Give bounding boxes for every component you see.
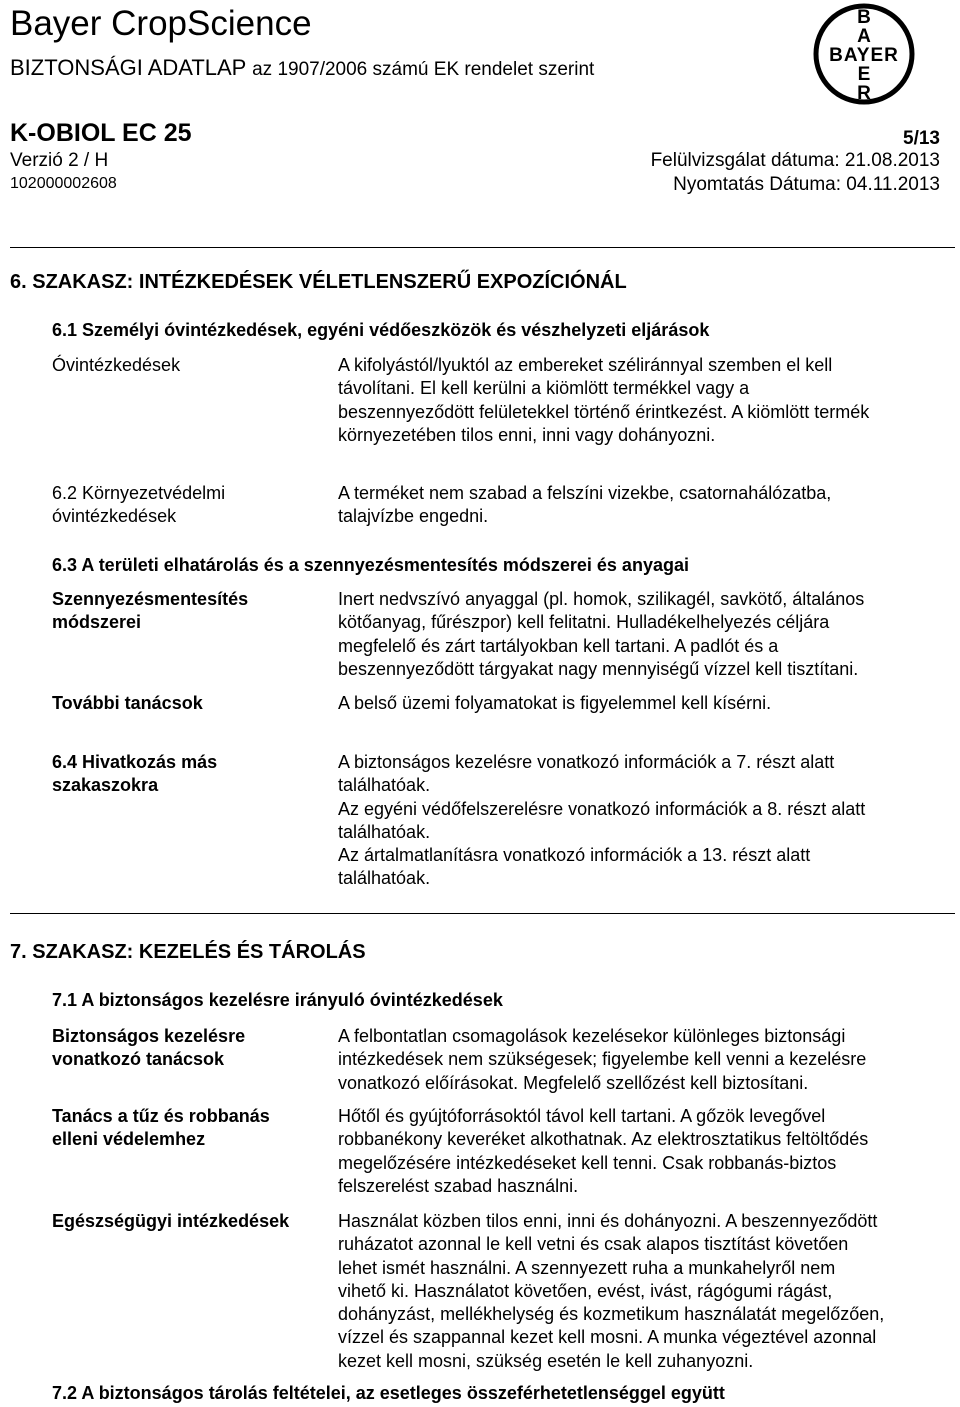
environmental-precautions-text [338,482,831,529]
text-line: A kifolyástól/lyuktól az embereket széliránnyal szemben el kell [338,355,833,375]
text-line: robbanékony keveréket alkothatnak. Az elektrosztatikus feltöltődés [338,1129,869,1150]
logo-horizontal-word: BAYER [829,45,899,66]
logo-letter-e: E [857,64,871,85]
label-line: 6.2 Környezetvédelmi [52,483,226,503]
material-number: 102000002608 [10,175,117,192]
text-line: felszerelést szabad használni. [338,1175,579,1196]
text-line: távolítani. El kell kerülni a kiömlött termékkel vagy a [338,378,750,399]
hygiene-measures-label: Egészségügyi intézkedések [52,1211,290,1231]
text-line: Használat közben tilos enni, inni és dohányozni. A beszennyeződött [338,1211,878,1231]
text-line: megfelelő és zárt tartályokban kell tartani. A padlót és a [338,635,779,656]
text-line: találhatóak. [338,821,431,842]
text-line: Hőtől és gyújtóforrásoktól távol kell tartani. A gőzök levegővel [338,1106,826,1126]
environmental-precautions-label [52,482,225,529]
company-name: Bayer CropScience [10,4,312,43]
text-line: kezet kell mosni, szükség esetén le kell zuhanyozni. [338,1350,754,1371]
text-line: megelőzésére intézkedéseket kell tenni. Csak robbanás-biztos [338,1152,837,1173]
text-line: intézkedések nem szükségesek; figyelembe kell venni a kezelésre [338,1049,867,1070]
subsection-7-2-heading: 7.2 A biztonságos tárolás feltételei, az esetleges összeférhetetlenséggel együtt [52,1383,725,1403]
text-line: lehet ismét használni. A szennyezett ruha a munkahelyről nem [338,1257,836,1278]
text-line: A felbontatlan csomagolások kezelésekor különleges biztonsági [338,1026,846,1046]
fire-protection-label [52,1105,270,1152]
cleanup-methods-text [338,588,864,681]
precautions-label: Óvintézkedések [52,355,181,375]
label-line: szakaszokra [52,775,159,796]
bayer-cross-logo [812,2,916,106]
text-line: Inert nedvszívó anyaggal (pl. homok, szilikagél, savkötő, általános [338,589,865,609]
section-divider [10,913,955,914]
revision-date: Felülvizsgálat dátuma: 21.08.2013 [650,150,940,171]
text-line: vízzel és szappannal kezet kell mosni. A munka végeztével azonnal [338,1327,877,1348]
label-line: 6.4 Hivatkozás más [52,752,218,772]
label-line: Szennyezésmentesítés [52,589,249,609]
subsection-6-1-heading: 6.1 Személyi óvintézkedések, egyéni védőeszközök és vészhelyzeti eljárások [52,320,710,340]
page-number: 5/13 [903,128,940,149]
text-line: vihető ki. Használatot követően, evést, ivást, rágógumi rágást, [338,1280,833,1301]
text-line: Az egyéni védőfelszerelésre vonatkozó információk a 8. részt alatt [338,798,866,819]
text-line: találhatóak. [338,868,431,889]
label-line: Tanács a tűz és robbanás [52,1106,270,1126]
logo-letter-b: B [857,7,871,28]
text-line: találhatóak. [338,775,431,796]
subsection-6-3-heading: 6.3 A területi elhatárolás és a szennyezésmentesítés módszerei és anyagai [52,555,689,575]
product-name: K-OBIOL EC 25 [10,119,192,147]
document-type [10,55,594,83]
text-line: A terméket nem szabad a felszíni vizekbe, csatornahálózatba, [338,483,832,503]
header-divider [10,247,955,248]
fire-protection-text [338,1105,868,1198]
label-line: óvintézkedések [52,506,177,527]
text-line: vonatkozó előírásokat. Megfelelő szellőzést kell biztosítani. [338,1072,809,1093]
text-line: beszennyeződött felületekkel történő érintkezést. A kiömlött termék [338,401,870,422]
label-line: vonatkozó tanácsok [52,1049,225,1070]
text-line: A biztonságos kezelésre vonatkozó információk a 7. részt alatt [338,752,835,772]
label-line: Biztonságos kezelésre [52,1026,246,1046]
logo-letter-a: A [857,26,871,47]
precautions-text [338,354,869,447]
reference-sections-text [338,751,865,891]
section-6-title: 6. SZAKASZ: INTÉZKEDÉSEK VÉLETLENSZERŰ EXPOZÍCIÓNÁL [10,271,627,293]
section-7-title: 7. SZAKASZ: KEZELÉS ÉS TÁROLÁS [10,941,366,963]
document-type-title: BIZTONSÁGI ADATLAP [10,55,246,80]
print-date: Nyomtatás Dátuma: 04.11.2013 [673,174,940,195]
text-line: dohányzást, mellékhelység és kozmetikum használatát megelőzően, [338,1304,885,1325]
hygiene-measures-text [338,1210,884,1373]
text-line: környezetében tilos enni, inni vagy dohányozni. [338,424,716,445]
logo-letter-r: R [857,83,871,104]
further-advice-text: A belső üzemi folyamatokat is figyelemmel kell kísérni. [338,693,772,713]
reference-sections-label [52,751,217,798]
further-advice-label: További tanácsok [52,693,203,713]
regulation-reference: az 1907/2006 számú EK rendelet szerint [252,59,595,80]
safe-handling-text [338,1025,866,1095]
subsection-7-1-heading: 7.1 A biztonságos kezelésre irányuló óvintézkedések [52,990,503,1010]
safe-handling-label [52,1025,245,1072]
text-line: talajvízbe engedni. [338,506,489,527]
cleanup-methods-label [52,588,248,635]
text-line: beszennyeződött tárgyakat nagy mennyiségű vízzel kell tisztítani. [338,658,859,679]
text-line: kötőanyag, fűrészpor) kell felitatni. Hulladékelhelyezés céljára [338,612,830,633]
label-line: elleni védelemhez [52,1129,206,1150]
text-line: ruházatot azonnal le kell vetni és csak alapos tisztítást követően [338,1234,849,1255]
label-line: módszerei [52,612,142,633]
text-line: Az ártalmatlanításra vonatkozó információk a 13. részt alatt [338,845,811,866]
version: Verzió 2 / H [10,150,109,171]
